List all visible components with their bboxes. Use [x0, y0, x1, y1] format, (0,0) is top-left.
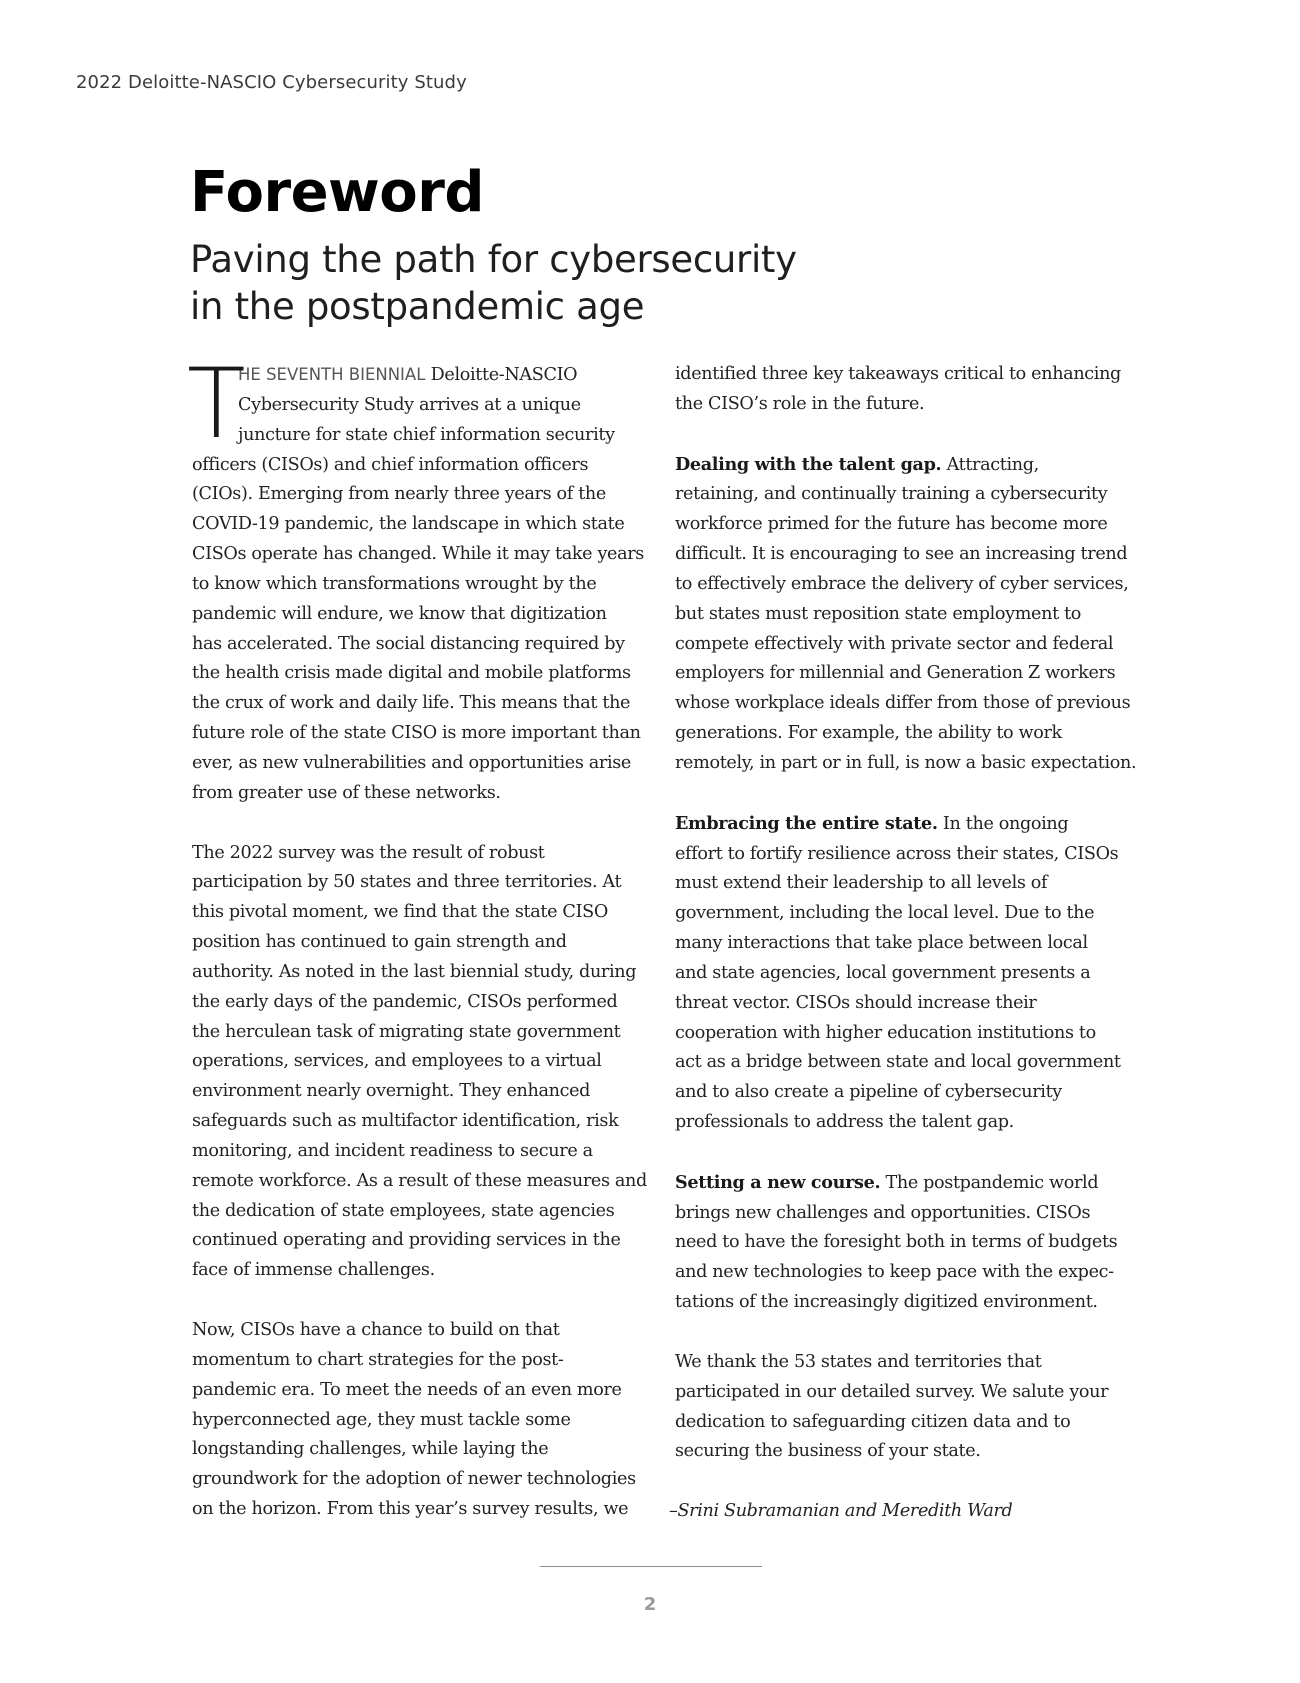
text-line: professionals to address the talent gap.: [675, 1112, 1014, 1133]
text-line: remotely, in part or in full, is now a basic expectation.: [675, 752, 1137, 773]
text-line: We thank the 53 states and territories that: [675, 1351, 1042, 1372]
text-line: tations of the increasingly digitized environment.: [675, 1292, 1098, 1313]
text-line: from greater use of these networks.: [192, 782, 501, 803]
page-number: 2: [643, 1594, 657, 1615]
running-header: 2022 Deloitte-NASCIO Cybersecurity Study: [76, 72, 467, 93]
text-line: workforce primed for the future has become more: [675, 514, 1108, 535]
signature-paragraph: [669, 1497, 1125, 1527]
takeaway-heading: Setting a new course.: [675, 1171, 881, 1193]
text-line: difficult. It is encouraging to see an increasing trend: [675, 544, 1128, 565]
text-line: ever, as new vulnerabilities and opportunities arise: [192, 752, 631, 773]
text-line: face of immense challenges.: [192, 1260, 435, 1281]
body-paragraph: [192, 1316, 636, 1525]
text-line: [675, 1168, 1125, 1199]
text-line: employers for millennial and Generation Z workers: [675, 663, 1116, 684]
page-subtitle: [190, 236, 890, 330]
subtitle-line: in the postpandemic age: [190, 285, 645, 328]
text-line: the herculean task of migrating state government: [192, 1021, 621, 1042]
lead-line: Cybersecurity Study arrives at a unique: [238, 394, 581, 415]
text-line: COVID-19 pandemic, the landscape in which state: [192, 514, 625, 535]
text-line: and state agencies, local government presents a: [675, 962, 1091, 983]
body-paragraph: [192, 451, 644, 809]
text-line: safeguards such as multifactor identification, risk: [192, 1111, 619, 1132]
takeaway-entire-state: [675, 809, 1125, 1138]
body-paragraph: [675, 360, 1125, 420]
text-line: [675, 450, 1125, 481]
text-line: has accelerated. The social distancing required by: [192, 633, 625, 654]
text-line-rest: In the ongoing: [937, 813, 1069, 834]
text-line: future role of the state CISO is more important than: [192, 723, 641, 744]
footer-divider: [540, 1566, 762, 1567]
text-line: position has continued to gain strength and: [192, 932, 567, 953]
text-line: monitoring, and incident readiness to secure a: [192, 1140, 593, 1161]
lead-in-smallcaps: HE SEVENTH BIENNIAL: [238, 365, 426, 384]
text-line: many interactions that take place between local: [675, 933, 1088, 954]
lead-paragraph: [187, 348, 632, 460]
drop-cap: T: [187, 348, 246, 460]
left-column: [187, 348, 647, 1525]
text-line: the dedication of state employees, state agencies: [192, 1200, 615, 1221]
text-line: longstanding challenges, while laying the: [192, 1439, 549, 1460]
text-line: continued operating and providing services in the: [192, 1230, 621, 1251]
text-line: remote workforce. As a result of these measures and: [192, 1170, 647, 1191]
text-line: participated in our detailed survey. We salute your: [675, 1381, 1109, 1402]
text-line: dedication to safeguarding citizen data and to: [675, 1411, 1071, 1432]
text-line: this pivotal moment, we find that the state CISO: [192, 902, 608, 923]
text-line: securing the business of your state.: [675, 1441, 981, 1462]
text-line: hyperconnected age, they must tackle some: [192, 1409, 571, 1430]
lead-line: [192, 360, 632, 391]
text-line: to know which transformations wrought by the: [192, 573, 597, 594]
takeaway-heading: Embracing the entire state.: [675, 812, 938, 834]
text-line: effort to fortify resilience across their states, CISOs: [675, 843, 1119, 864]
right-column: [669, 360, 1137, 1527]
text-line: Now, CISOs have a chance to build on that: [192, 1320, 560, 1340]
text-line: participation by 50 states and three territories. At: [192, 872, 622, 893]
text-line: compete effectively with private sector and federal: [675, 633, 1114, 654]
text-line: momentum to chart strategies for the post-: [192, 1349, 564, 1370]
text-line: retaining, and continually training a cybersecurity: [675, 484, 1108, 505]
text-line: the CISO’s role in the future.: [675, 393, 925, 414]
text-line: and to also create a pipeline of cybersecurity: [675, 1082, 1062, 1103]
text-line: identified three key takeaways critical to enhancing: [675, 364, 1121, 384]
text-line: cooperation with higher education institutions to: [675, 1022, 1096, 1043]
text-line: the early days of the pandemic, CISOs performed: [192, 991, 618, 1012]
text-line: must extend their leadership to all levels of: [675, 873, 1048, 894]
text-line: authority. As noted in the last biennial study, during: [192, 961, 637, 982]
text-line-rest: Attracting,: [941, 454, 1039, 475]
text-line: operations, services, and employees to a virtual: [192, 1051, 602, 1072]
text-line: groundwork for the adoption of newer technologies: [192, 1469, 636, 1490]
text-line: (CIOs). Emerging from nearly three years of the: [192, 484, 606, 505]
text-line: to effectively embrace the delivery of cyber services,: [675, 573, 1129, 594]
text-line: act as a bridge between state and local government: [675, 1052, 1121, 1073]
text-line-rest: The postpandemic world: [880, 1172, 1099, 1193]
signature: –Srini Subramanian and Meredith Ward: [669, 1501, 1013, 1522]
text-line: pandemic will endure, we know that digitization: [192, 603, 607, 624]
takeaway-talent-gap: [675, 450, 1137, 779]
text-line: generations. For example, the ability to work: [675, 723, 1062, 744]
text-line: the health crisis made digital and mobile platforms: [192, 663, 631, 684]
text-line: [675, 809, 1125, 840]
text-line: but states must reposition state employment to: [675, 603, 1082, 624]
lead-line: juncture for state chief information security: [238, 424, 615, 445]
body-paragraph: [192, 839, 647, 1287]
text-line: and new technologies to keep pace with the expec-: [675, 1262, 1114, 1283]
text-line: environment nearly overnight. They enhanced: [192, 1081, 591, 1102]
text-line: pandemic era. To meet the needs of an even more: [192, 1379, 622, 1400]
thanks-paragraph: [675, 1348, 1125, 1467]
page-title: Foreword: [190, 160, 484, 225]
text-line: the crux of work and daily life. This means that the: [192, 693, 631, 714]
takeaway-heading: Dealing with the talent gap.: [675, 453, 942, 475]
text-line: whose workplace ideals differ from those of previous: [675, 693, 1131, 714]
text-line: government, including the local level. Due to the: [675, 903, 1095, 924]
text-line: on the horizon. From this year’s survey results, we: [192, 1499, 629, 1520]
text-line: officers (CISOs) and chief information officers: [192, 454, 589, 475]
lead-line-rest: Deloitte-NASCIO: [425, 365, 578, 385]
text-line: need to have the foresight both in terms of budgets: [675, 1232, 1118, 1253]
subtitle-line: Paving the path for cybersecurity: [190, 238, 797, 281]
text-line: brings new challenges and opportunities. CISOs: [675, 1202, 1091, 1223]
text-line: The 2022 survey was the result of robust: [192, 842, 545, 863]
text-line: threat vector. CISOs should increase their: [675, 992, 1037, 1013]
text-line: CISOs operate has changed. While it may take years: [192, 544, 644, 565]
takeaway-new-course: [675, 1168, 1125, 1318]
